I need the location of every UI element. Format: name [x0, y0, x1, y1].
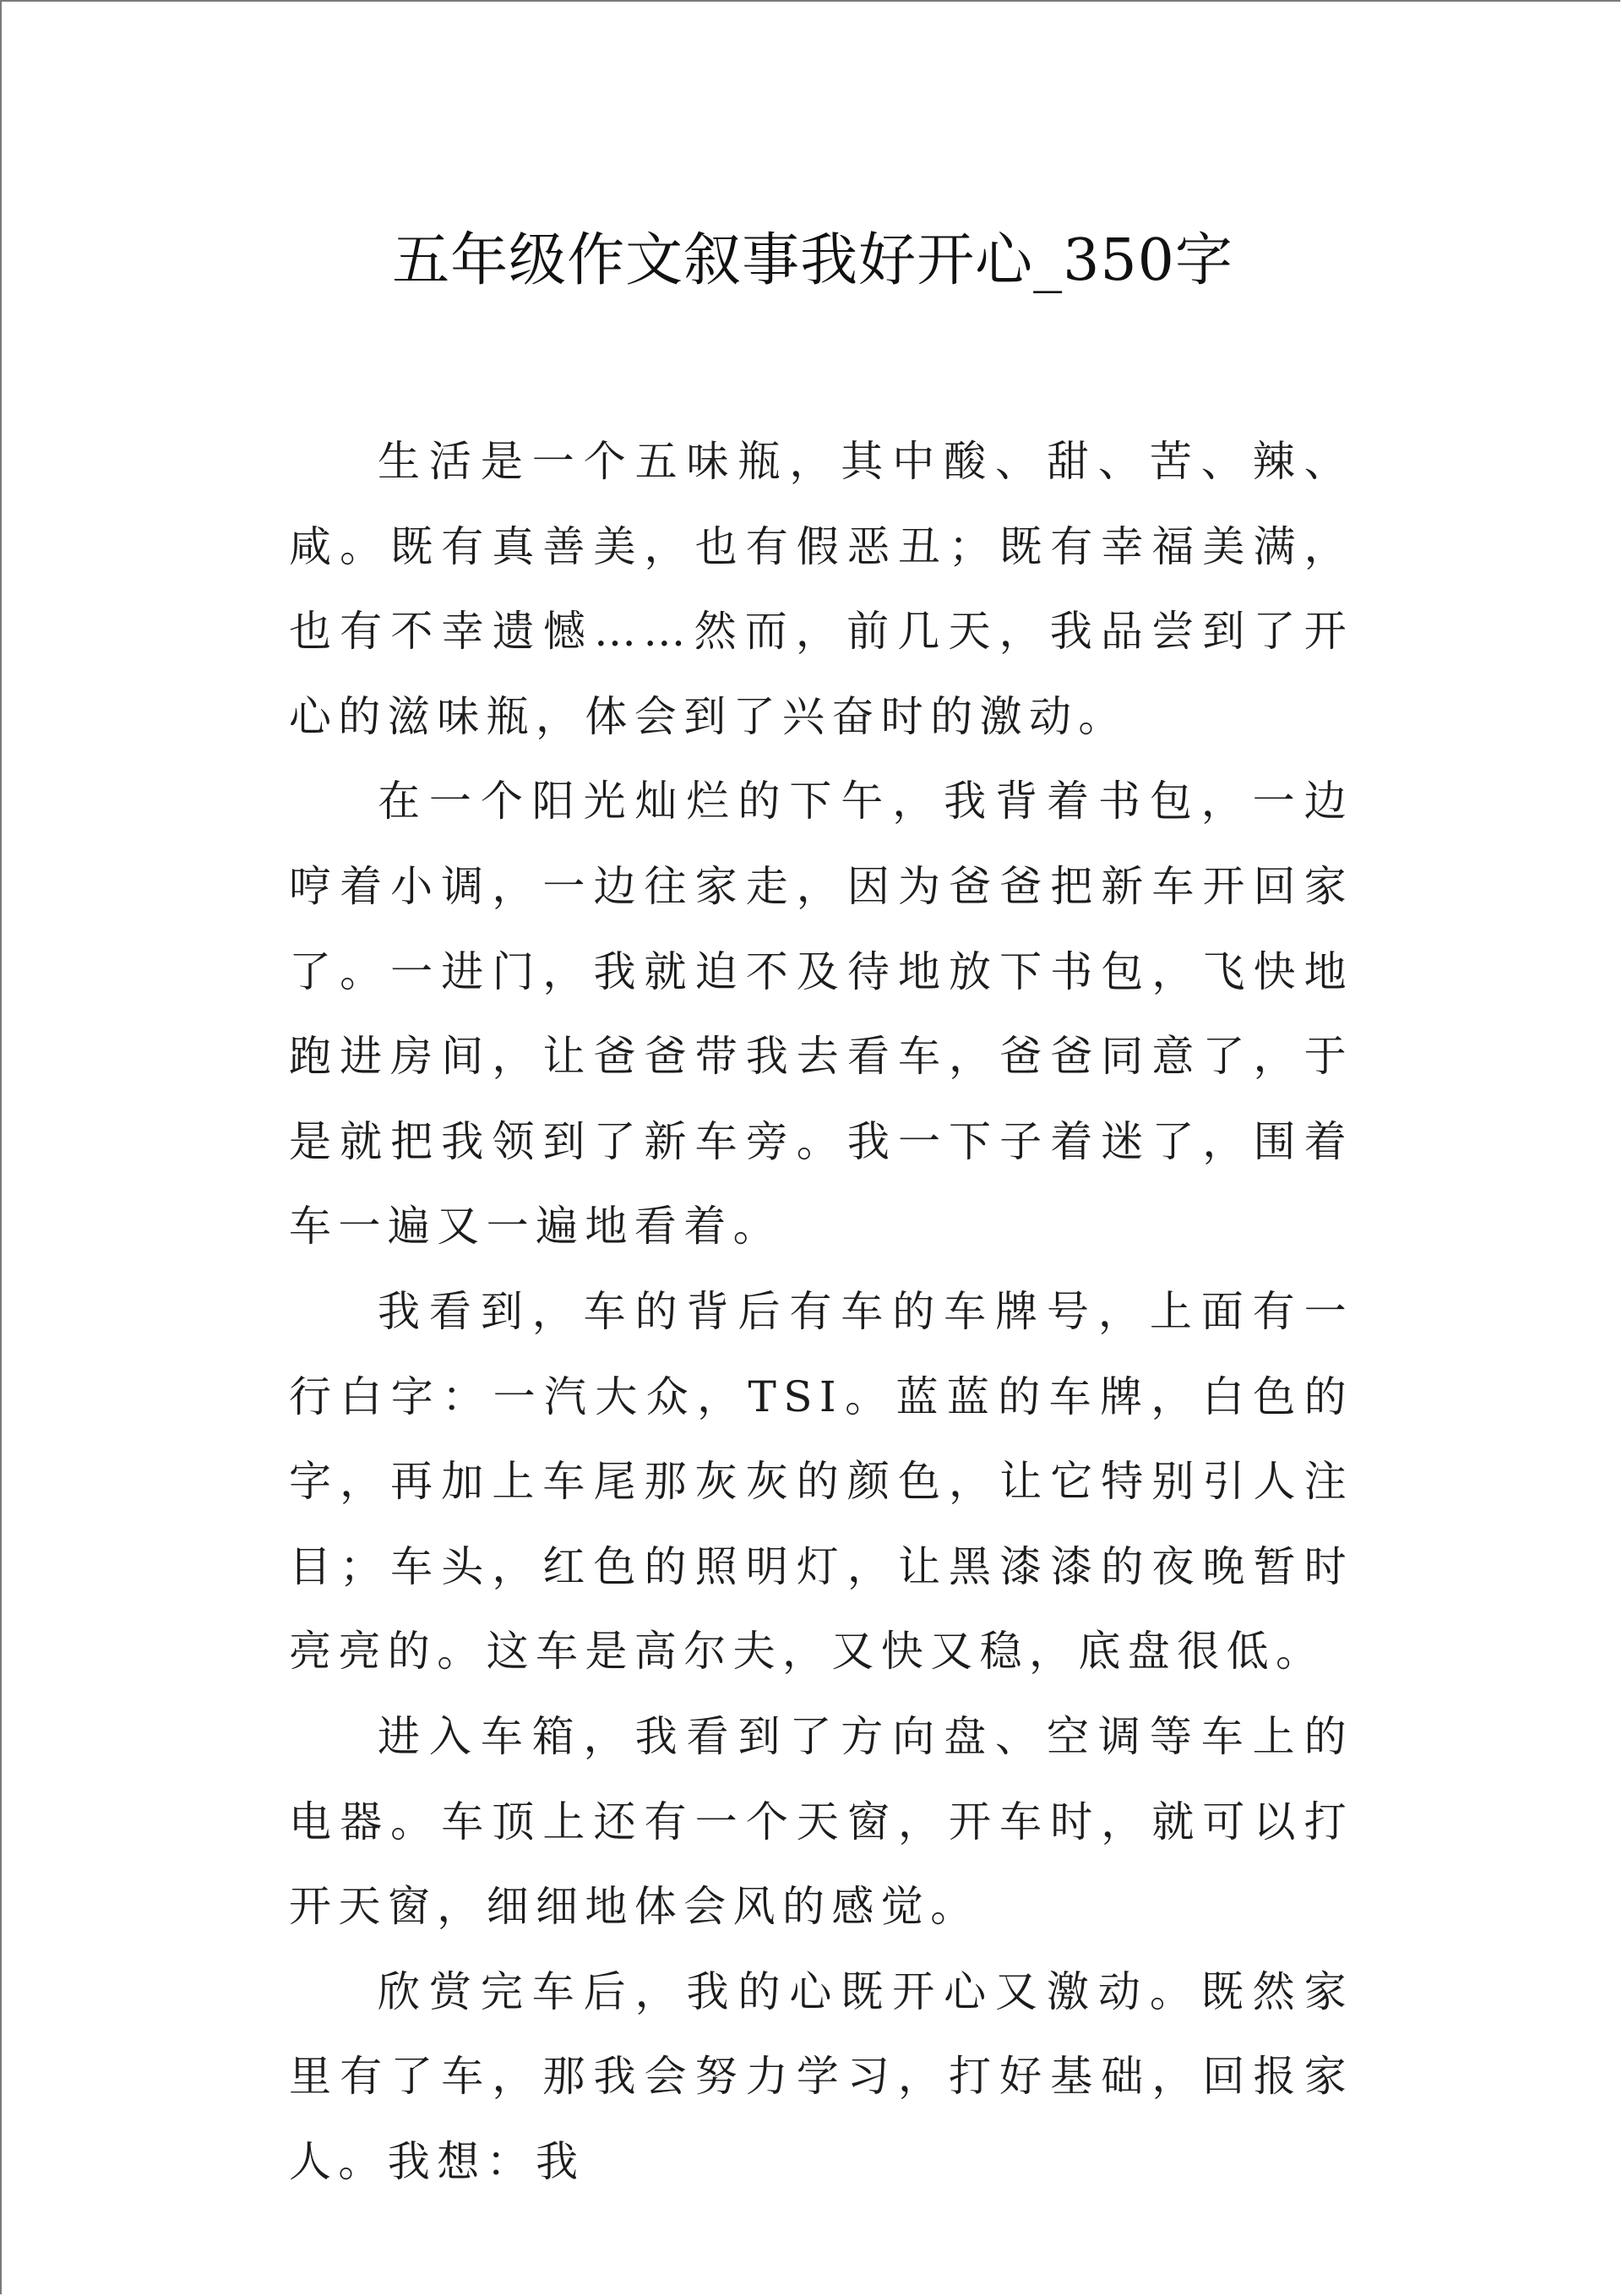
paragraph-1: 生活是一个五味瓶，其中酸、甜、苦、辣、咸。既有真善美，也有假恶丑；既有幸福美满，也有不幸遗憾……然而，前几天，我品尝到了开心的滋味瓶，体会到了兴奋时的激动。 [289, 437, 1353, 741]
document-body [289, 419, 1353, 2204]
paragraph-4: 进入车箱，我看到了方向盘、空调等车上的电器。车顶上还有一个天窗，开车时，就可以打开天窗，细细地体会风的感觉。 [289, 1711, 1353, 1932]
paragraph-3: 我看到，车的背后有车的车牌号，上面有一行白字：一汽大众，TSI。蓝蓝的车牌，白色的字，再加上车尾那灰灰的颜色，让它特别引人注目；车头，红色的照明灯，让黑漆漆的夜晚暂时亮亮的。这车是高尔夫，又快又稳，底盘很低。 [289, 1286, 1353, 1677]
paragraph-2: 在一个阳光灿烂的下午，我背着书包，一边哼着小调，一边往家走，因为爸爸把新车开回家了。一进门，我就迫不及待地放下书包，飞快地跑进房间，让爸爸带我去看车，爸爸同意了，于是就把我领到了新车旁。我一下子着迷了，围着车一遍又一遍地看着。 [289, 777, 1353, 1252]
document-title: 五年级作文叙事我好开心_350字 [392, 227, 1233, 294]
paragraph-5: 欣赏完车后，我的心既开心又激动。既然家里有了车，那我会努力学习，打好基础，回报家人。我想：我 [289, 1966, 1353, 2186]
